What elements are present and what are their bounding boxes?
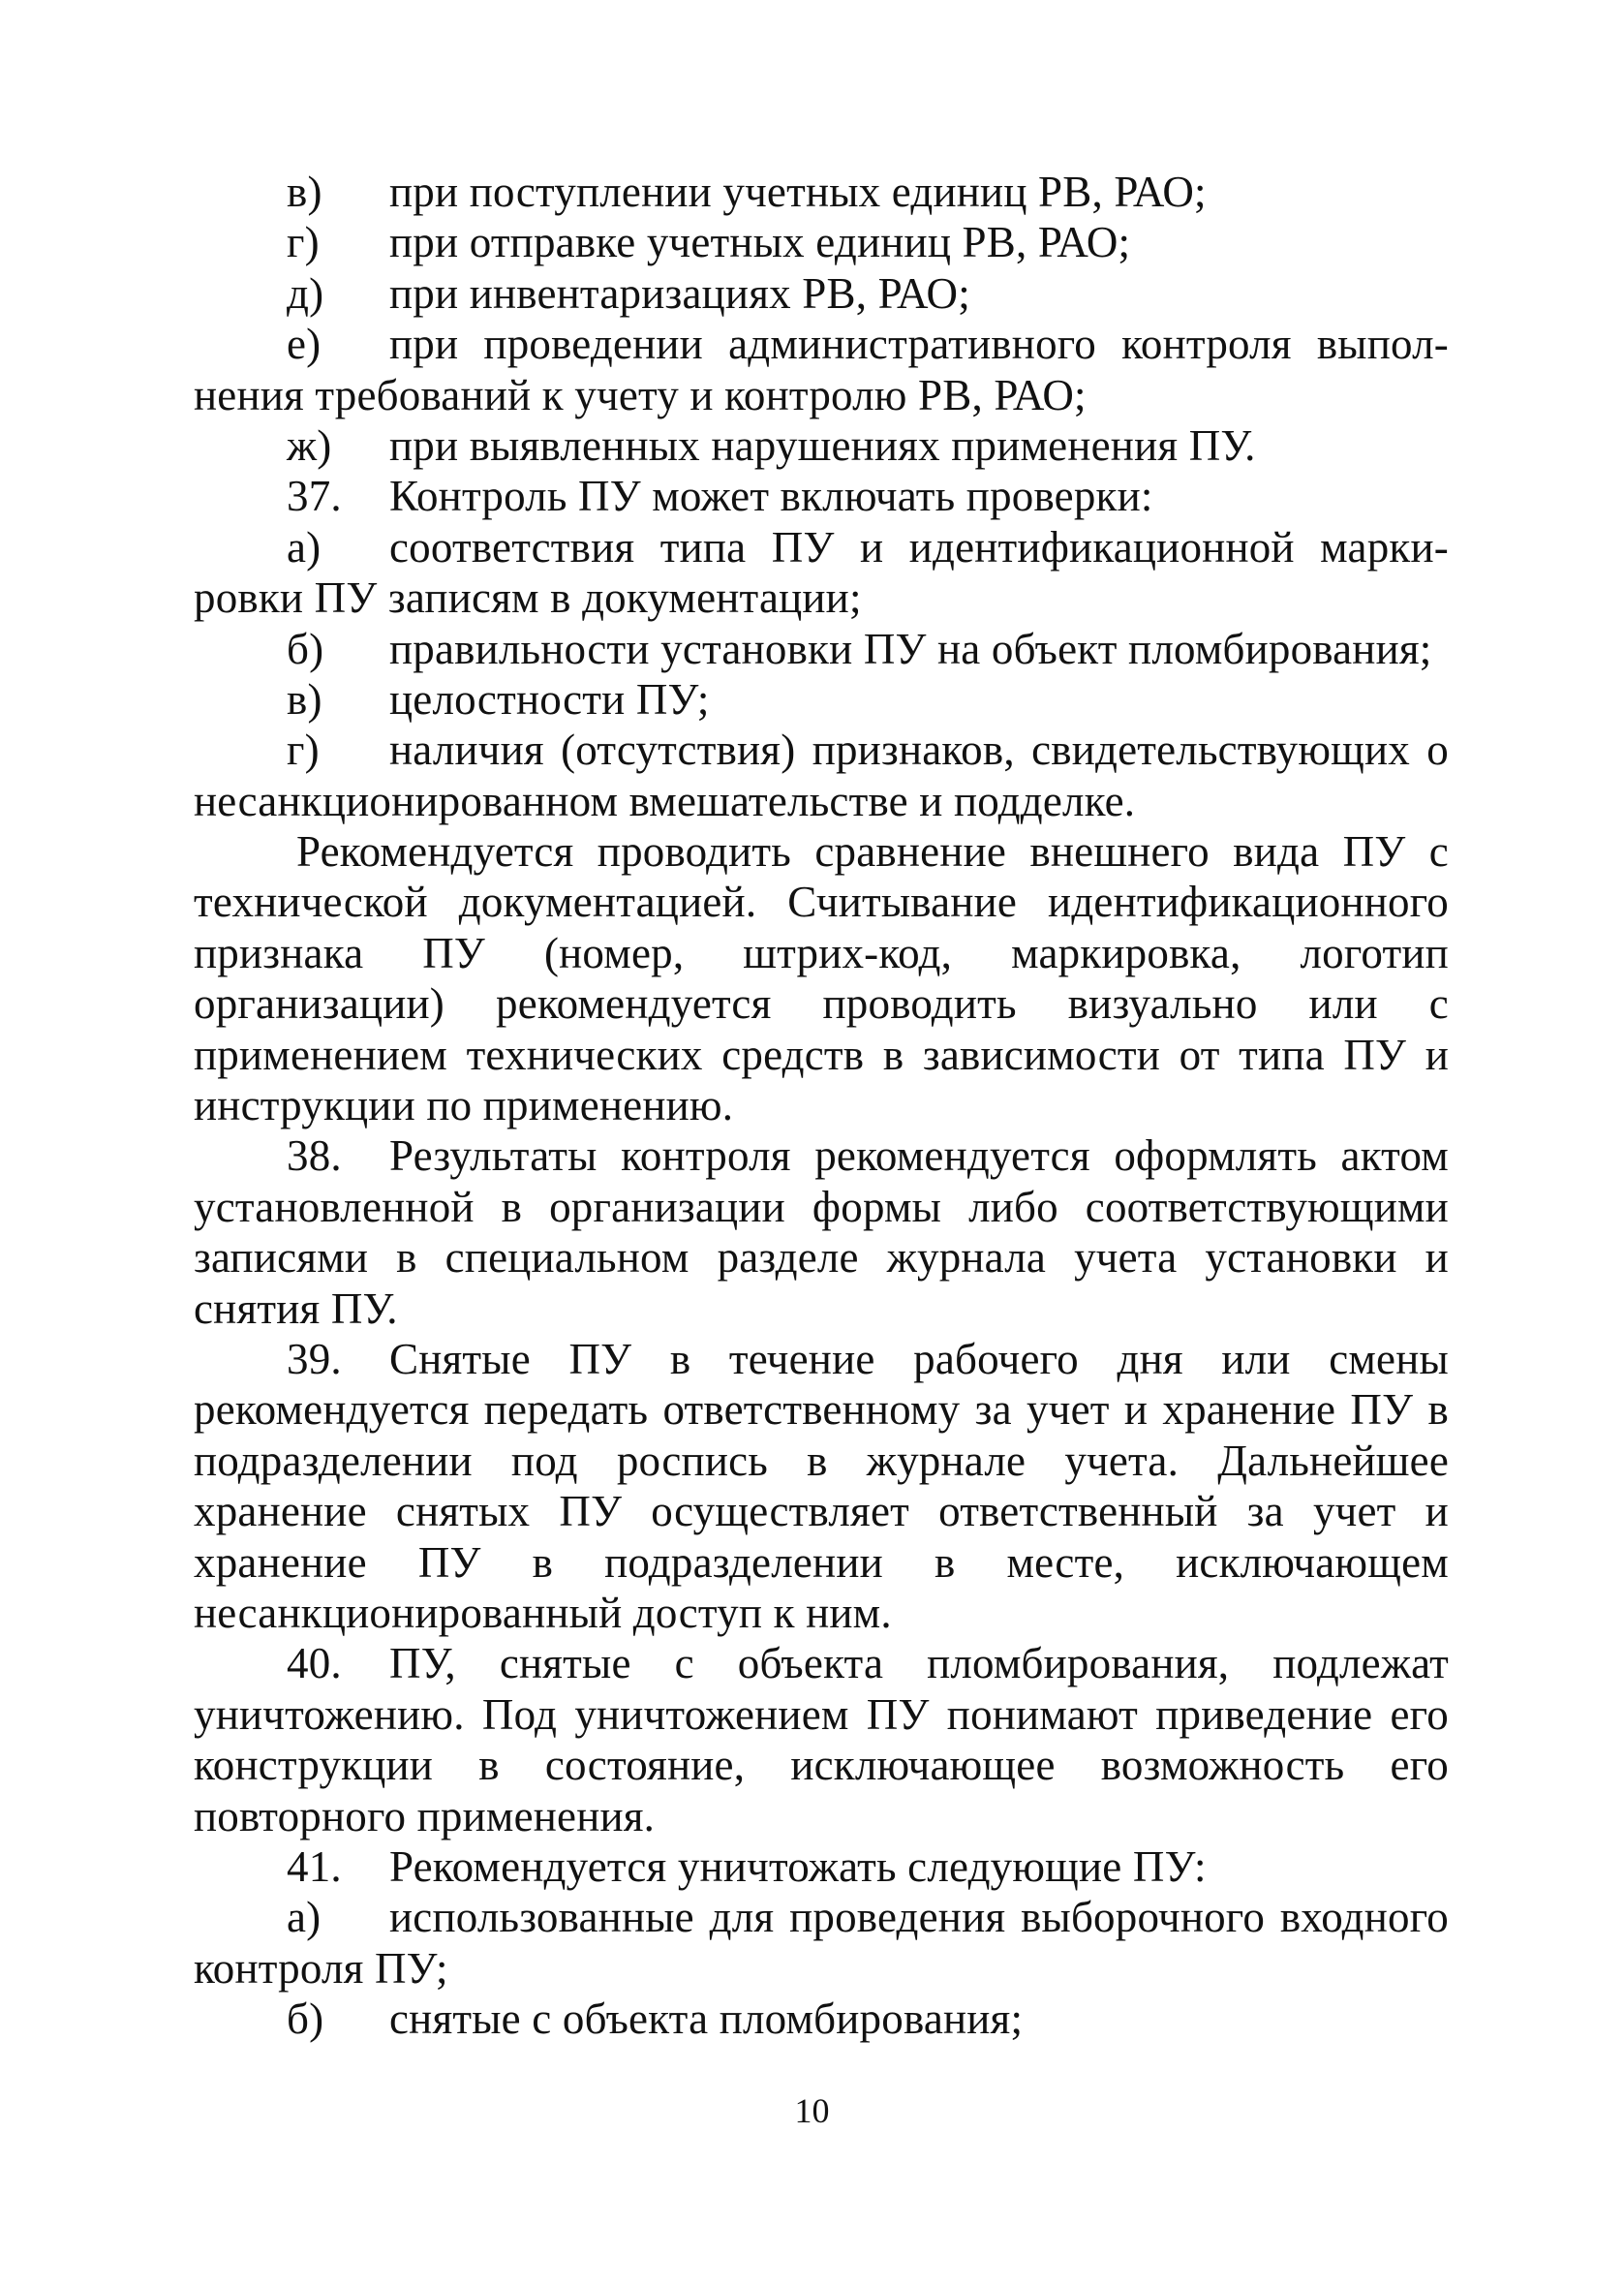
list-item <box>194 167 1449 217</box>
word: административного <box>728 320 1097 369</box>
word: хранение <box>194 1487 367 1536</box>
word: Снятые <box>389 1334 531 1383</box>
word: типа <box>659 522 747 572</box>
word: при <box>389 320 459 369</box>
word: рекомендуется <box>814 1131 1090 1181</box>
word: рабочего <box>913 1334 1079 1383</box>
word: разделе <box>717 1233 859 1283</box>
list-item <box>194 1994 1449 2044</box>
word: ПУ <box>1350 1385 1414 1435</box>
word: организации <box>549 1182 785 1231</box>
word: технической <box>194 878 428 927</box>
word: ответственному <box>662 1385 961 1435</box>
word: объекта <box>737 1639 884 1688</box>
word: от <box>1179 1030 1220 1079</box>
page-number: 10 <box>794 2091 830 2130</box>
word: уничтожению. <box>194 1689 465 1739</box>
word: под <box>510 1436 578 1485</box>
text-line <box>194 1030 1449 1080</box>
list-item <box>194 420 1449 471</box>
item-marker: 38. <box>287 1131 342 1181</box>
text-line <box>194 1384 1449 1435</box>
word: Под <box>481 1689 558 1739</box>
text-line: снятия ПУ. <box>194 1283 398 1333</box>
word: проведении <box>483 320 703 369</box>
word: рекомендуется <box>194 1385 470 1435</box>
word: и <box>1123 1385 1149 1435</box>
word: (отсутствия) <box>561 726 796 775</box>
word: снятые <box>499 1639 631 1688</box>
word: актом <box>1340 1131 1449 1181</box>
item-marker: 37. <box>287 472 342 521</box>
word: логотип <box>1300 928 1449 977</box>
item-text: при поступлении учетных единиц РВ, РАО; <box>389 168 1207 216</box>
word: журнала <box>886 1233 1047 1283</box>
text-line: нения требований к учету и контролю РВ, РАО; <box>194 370 1087 419</box>
word: осуществляет <box>651 1487 909 1536</box>
item-text <box>389 1638 1449 1688</box>
word: специальном <box>444 1233 689 1283</box>
item-text: Контроль ПУ может включать проверки: <box>389 472 1153 521</box>
word: и <box>859 522 884 572</box>
word: исключающем <box>1176 1537 1449 1587</box>
word: вида <box>1233 827 1320 877</box>
word: ПУ <box>866 1689 930 1739</box>
word: штрих-код, <box>743 928 953 977</box>
word: визуально <box>1067 979 1258 1029</box>
word: учет <box>1312 1487 1396 1536</box>
list-item <box>194 1334 1449 1384</box>
word: в <box>501 1182 523 1231</box>
item-marker: а) <box>287 522 322 572</box>
word: выборочного <box>1021 1893 1266 1942</box>
word: его <box>1390 1689 1449 1739</box>
word: за <box>1246 1487 1284 1536</box>
word: установки <box>1205 1233 1397 1283</box>
word: и <box>1425 1233 1449 1283</box>
word: признака <box>194 928 364 977</box>
word: возможность <box>1100 1741 1345 1790</box>
word: о <box>1426 726 1449 775</box>
word: уничтожением <box>574 1689 849 1739</box>
word: в <box>1427 1385 1449 1435</box>
word: ПУ <box>422 928 485 977</box>
word: записями <box>194 1233 369 1283</box>
word: идентификационной <box>908 522 1295 572</box>
text-line <box>194 1182 1449 1232</box>
text-line <box>194 978 1449 1029</box>
word: с <box>1428 979 1449 1029</box>
item-text: Рекомендуется уничтожать следующие ПУ: <box>389 1841 1207 1891</box>
word: ПУ <box>568 1334 632 1383</box>
word: контроля <box>1121 320 1292 369</box>
item-text <box>389 1892 1449 1942</box>
list-item <box>194 268 1449 319</box>
text-line <box>194 877 1449 927</box>
item-marker: б) <box>287 624 324 673</box>
word: проводить <box>597 827 791 877</box>
word: установленной <box>194 1182 475 1231</box>
word: в <box>532 1537 554 1587</box>
word: рекомендуется <box>496 979 772 1029</box>
word: маркировка, <box>1011 928 1241 977</box>
list-item <box>194 1638 1449 1688</box>
word: в <box>807 1436 828 1485</box>
word: в <box>934 1537 956 1587</box>
word: использованные <box>389 1893 694 1942</box>
list-item <box>194 1841 1449 1892</box>
word: марки- <box>1320 522 1449 572</box>
item-text <box>389 319 1449 369</box>
word: его <box>1390 1741 1449 1790</box>
list-item <box>194 319 1449 369</box>
item-text: целостности ПУ; <box>389 674 710 724</box>
word: входного <box>1279 1893 1449 1942</box>
word: учета <box>1074 1233 1178 1283</box>
word: дня <box>1117 1334 1183 1383</box>
item-text <box>389 725 1449 775</box>
word: и <box>1425 1487 1449 1536</box>
word: учета. <box>1064 1436 1180 1485</box>
word: сравнение <box>814 827 1007 877</box>
paragraph-first-line <box>194 826 1449 877</box>
word: ПУ <box>771 522 835 572</box>
word: конструкции <box>194 1741 434 1790</box>
word: в <box>396 1233 417 1283</box>
word: ПУ <box>559 1487 623 1536</box>
word: средств <box>721 1030 865 1079</box>
item-marker: 40. <box>287 1639 342 1688</box>
word: соответствующими <box>1085 1182 1449 1231</box>
word: или <box>1221 1334 1291 1383</box>
item-text: при отправке учетных единиц РВ, РАО; <box>389 218 1131 267</box>
text-line <box>194 928 1449 978</box>
item-marker: г) <box>287 218 320 267</box>
word: исключающее <box>790 1741 1056 1790</box>
list-item <box>194 725 1449 775</box>
item-marker: е) <box>287 320 322 369</box>
word: Результаты <box>389 1131 598 1181</box>
item-text <box>389 1334 1449 1384</box>
word: типа <box>1239 1030 1325 1079</box>
word: технических <box>466 1030 703 1079</box>
list-item <box>194 1130 1449 1181</box>
word: формы <box>812 1182 942 1231</box>
word: применением <box>194 1030 447 1079</box>
text-line: несанкционированный доступ к ним. <box>194 1588 892 1637</box>
word: течение <box>728 1334 875 1383</box>
word: соответствия <box>389 522 635 572</box>
item-text: правильности установки ПУ на объект пломбирования; <box>389 624 1432 673</box>
word: снятых <box>395 1487 531 1536</box>
item-marker: д) <box>287 268 324 318</box>
word: журнале <box>866 1436 1026 1485</box>
word: проводить <box>822 979 1017 1029</box>
word: с <box>674 1639 694 1688</box>
word: зависимости <box>922 1030 1161 1079</box>
list-item <box>194 674 1449 725</box>
word: ПУ <box>1343 1030 1407 1079</box>
list-item <box>194 1892 1449 1942</box>
item-text <box>389 522 1449 572</box>
word: признаков, <box>812 726 1015 775</box>
word: состояние, <box>544 1741 746 1790</box>
item-text: при инвентаризациях РВ, РАО; <box>389 268 970 318</box>
word: Дальнейшее <box>1217 1436 1449 1485</box>
word: смены <box>1329 1334 1449 1383</box>
item-text: снятые с объекта пломбирования; <box>389 1994 1024 2044</box>
list-item <box>194 471 1449 521</box>
word: Рекомендуется <box>296 827 574 877</box>
item-marker: ж) <box>287 420 332 470</box>
word: передать <box>483 1385 649 1435</box>
word: и <box>1425 1030 1449 1079</box>
word: ПУ, <box>389 1639 456 1688</box>
item-text: при выявленных нарушениях применения ПУ. <box>389 420 1256 470</box>
word: документацией. <box>458 878 757 927</box>
text-line: повторного применения. <box>194 1791 656 1840</box>
word: ПУ <box>417 1537 481 1587</box>
list-item <box>194 624 1449 674</box>
text-line <box>194 1537 1449 1588</box>
word: хранение <box>1162 1385 1336 1435</box>
text-line <box>194 1689 1449 1740</box>
word: для <box>709 1893 775 1942</box>
word: ПУ <box>1342 827 1406 877</box>
word: с <box>1428 827 1449 877</box>
document-body <box>194 167 1449 2044</box>
item-marker: б) <box>287 1994 324 2044</box>
text-line: ровки ПУ записям в документации; <box>194 573 862 623</box>
word: в <box>669 1334 691 1383</box>
item-marker: а) <box>287 1893 322 1942</box>
word: оформлять <box>1114 1131 1317 1181</box>
word: внешнего <box>1029 827 1210 877</box>
item-marker: г) <box>287 726 320 775</box>
word: либо <box>968 1182 1058 1231</box>
text-line <box>194 1740 1449 1790</box>
word: хранение <box>194 1537 367 1587</box>
text-line: инструкции по применению. <box>194 1081 734 1130</box>
word: наличия <box>389 726 544 775</box>
word: пломбирования, <box>927 1639 1230 1688</box>
word: контроля <box>621 1131 791 1181</box>
word: свидетельствующих <box>1031 726 1410 775</box>
word: подразделении <box>604 1537 883 1587</box>
text-line <box>194 1232 1449 1283</box>
word: Считывание <box>787 878 1018 927</box>
word: в <box>882 1030 904 1079</box>
word: выпол- <box>1316 320 1449 369</box>
item-text <box>389 1130 1449 1181</box>
word: подразделении <box>194 1436 473 1485</box>
word: ответственный <box>938 1487 1218 1536</box>
text-line <box>194 1486 1449 1536</box>
word: или <box>1308 979 1378 1029</box>
list-item <box>194 522 1449 572</box>
word: роспись <box>616 1436 769 1485</box>
word: месте, <box>1006 1537 1125 1587</box>
item-marker: в) <box>287 168 322 216</box>
word: проведения <box>789 1893 1006 1942</box>
word: учет <box>1026 1385 1110 1435</box>
item-marker: 39. <box>287 1334 342 1383</box>
word: (номер, <box>543 928 685 977</box>
text-line <box>194 1436 1449 1486</box>
item-marker: 41. <box>287 1841 342 1891</box>
list-item <box>194 217 1449 267</box>
word: понимают <box>946 1689 1138 1739</box>
word: за <box>974 1385 1012 1435</box>
word: идентификационного <box>1048 878 1449 927</box>
word: в <box>478 1741 500 1790</box>
text-line: контроля ПУ; <box>194 1943 448 1993</box>
word: приведение <box>1155 1689 1373 1739</box>
item-marker: в) <box>287 674 322 724</box>
word: организации) <box>194 979 444 1029</box>
word: подлежат <box>1272 1639 1449 1688</box>
text-line: несанкционированном вмешательстве и подделке. <box>194 776 1136 825</box>
